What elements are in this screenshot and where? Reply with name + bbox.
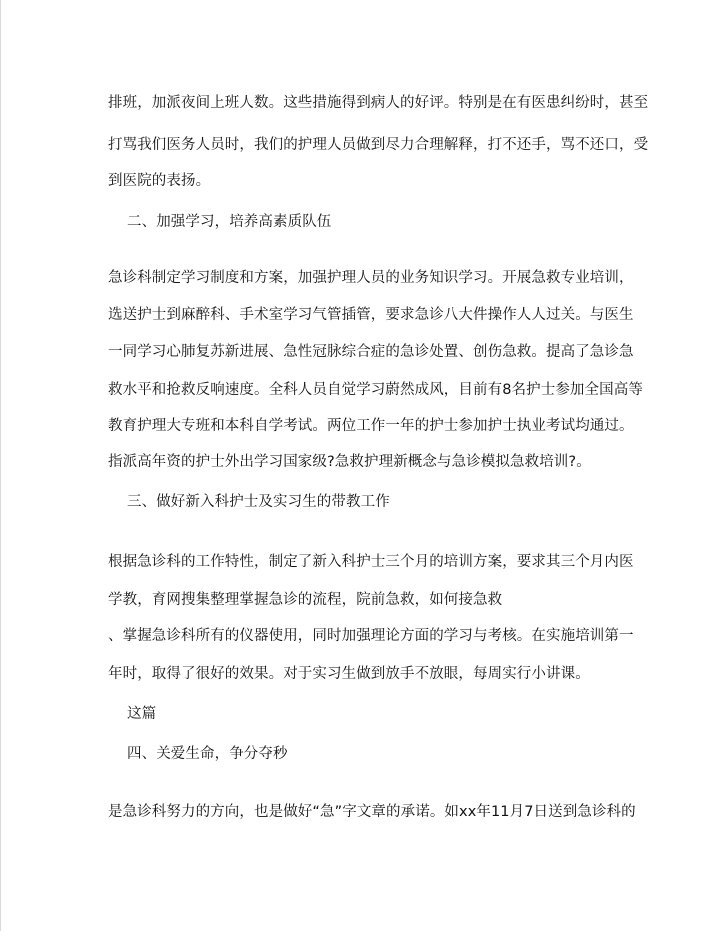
paragraph-line: 年时，取得了很好的效果。对于实习生做到放手不放眼，每周实行小讲课。 <box>108 666 590 682</box>
paragraph-line: 一同学习心肺复苏新进展、急性冠脉综合症的急诊处置、创伤急救。提高了急诊急 <box>108 344 634 360</box>
stray-text: 这篇 <box>127 706 157 722</box>
paragraph-line: 排班，加派夜间上班人数。这些措施得到病人的好评。特别是在有医患纠纷时，甚至 <box>108 95 649 111</box>
paragraph-line: 选送护士到麻醉科、手术室学习气管插管，要求急诊八大件操作人人过关。与医生 <box>108 307 634 323</box>
paragraph-line: 到医院的表扬。 <box>108 173 211 189</box>
paragraph-line: 打骂我们医务人员时，我们的护理人员做到尽力合理解释，打不还手，骂不还口，受 <box>108 137 649 153</box>
paragraph-line: 救水平和抢救反响速度。全科人员自觉学习蔚然成风，目前有8名护士参加全国高等 <box>108 382 643 398</box>
paragraph-line: 急诊科制定学习制度和方案，加强护理人员的业务知识学习。开展急救专业培训， <box>108 270 634 286</box>
paragraph-line: 教育护理大专班和本科自学考试。两位工作一年的护士参加护士执业考试均通过。 <box>108 418 634 434</box>
section-heading: 二、加强学习，培养高素质队伍 <box>127 214 332 230</box>
paragraph-line: 指派高年资的护士外出学习国家级?急救护理新概念与急诊模拟急救培训?。 <box>108 454 591 470</box>
paragraph-line: 根据急诊科的工作特性，制定了新入科护士三个月的培训方案，要求其三个月内医 <box>108 554 634 570</box>
paragraph-line: 、掌握急诊科所有的仪器使用，同时加强理论方面的学习与考核。在实施培训第一 <box>108 628 634 644</box>
paragraph-line: 是急诊科努力的方向，也是做好“急”字文章的承诺。如xx年11月7日送到急诊科的 <box>108 804 636 820</box>
section-heading: 四、关爱生命，争分夺秒 <box>127 746 288 762</box>
paragraph-line: 学教，育网搜集整理掌握急诊的流程，院前急救，如何接急救 <box>108 592 503 608</box>
section-heading: 三、做好新入科护士及实习生的带教工作 <box>127 494 390 510</box>
